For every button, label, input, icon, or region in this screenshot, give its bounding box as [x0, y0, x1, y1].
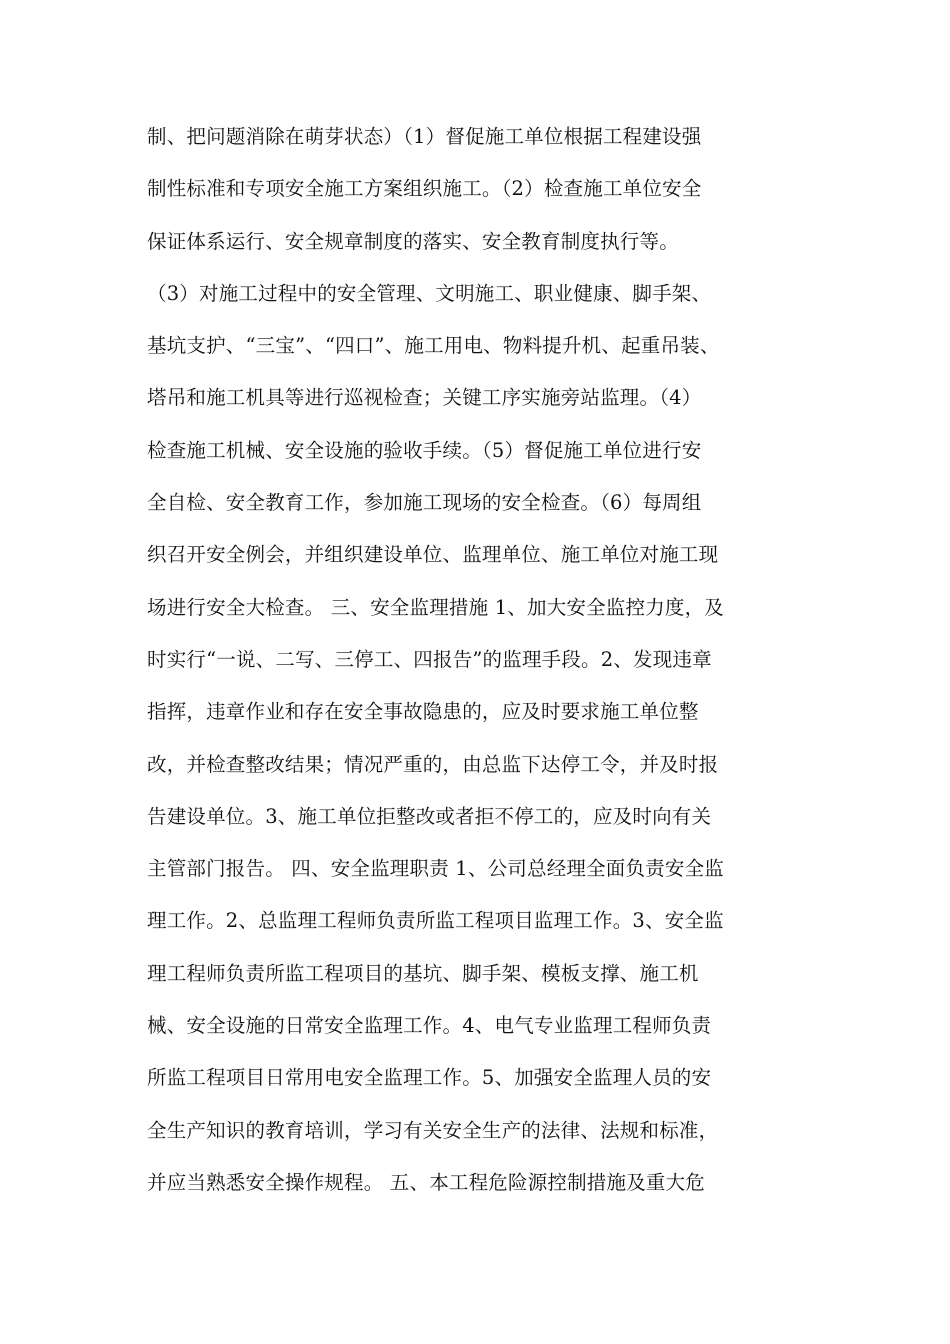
- text-line-9: 织召开安全例会，并组织建设单位、监理单位、施工单位对施工现: [147, 543, 719, 567]
- text-line-19: 所监工程项目日常用电安全监理工作。5、加强安全监理人员的安: [147, 1066, 712, 1090]
- text-line-15: 主管部门报告。 四、安全监理职责 1、公司总经理全面负责安全监: [147, 857, 725, 881]
- text-line-11: 时实行“一说、二写、三停工、四报告”的监理手段。2、发现违章: [147, 647, 712, 671]
- text-line-17: 理工程师负责所监工程项目的基坑、脚手架、模板支撑、施工机: [147, 961, 699, 985]
- text-line-20: 全生产知识的教育培训，学习有关安全生产的法律、法规和标准，: [147, 1118, 719, 1142]
- text-line-10: 场进行安全大检查。 三、安全监理措施 1、加大安全监控力度，及: [147, 595, 725, 619]
- text-line-18: 械、安全设施的日常安全监理工作。4、电气专业监理工程师负责: [147, 1014, 712, 1038]
- text-line-7: 检查施工机械、安全设施的验收手续。（5）督促施工单位进行安: [147, 438, 702, 462]
- text-line-4: （3）对施工过程中的安全管理、文明施工、职业健康、脚手架、: [147, 281, 712, 305]
- text-line-14: 告建设单位。3、施工单位拒整改或者拒不停工的，应及时向有关: [147, 804, 712, 828]
- text-line-13: 改，并检查整改结果；情况严重的，由总监下达停工令，并及时报: [147, 752, 719, 776]
- text-line-6: 塔吊和施工机具等进行巡视检查；关键工序实施旁站监理。（4）: [147, 386, 702, 410]
- text-line-3: 保证体系运行、安全规章制度的落实、安全教育制度执行等。: [147, 229, 679, 253]
- text-line-21: 并应当熟悉安全操作规程。 五、本工程危险源控制措施及重大危: [147, 1170, 705, 1194]
- text-line-16: 理工作。2、总监理工程师负责所监工程项目监理工作。3、安全监: [147, 909, 724, 933]
- text-line-5: 基坑支护、“三宝”、“四口”、施工用电、物料提升机、起重吊装、: [147, 334, 720, 358]
- text-line-12: 指挥，违章作业和存在安全事故隐患的，应及时要求施工单位整: [147, 700, 699, 724]
- body-text: [147, 117, 807, 1215]
- text-line-1: 制、把问题消除在萌芽状态）（1）督促施工单位根据工程建设强: [147, 125, 702, 148]
- text-line-8: 全自检、安全教育工作，参加施工现场的安全检查。（6）每周组: [147, 491, 702, 515]
- text-line-2: 制性标准和专项安全施工方案组织施工。（2）检查施工单位安全: [147, 177, 702, 201]
